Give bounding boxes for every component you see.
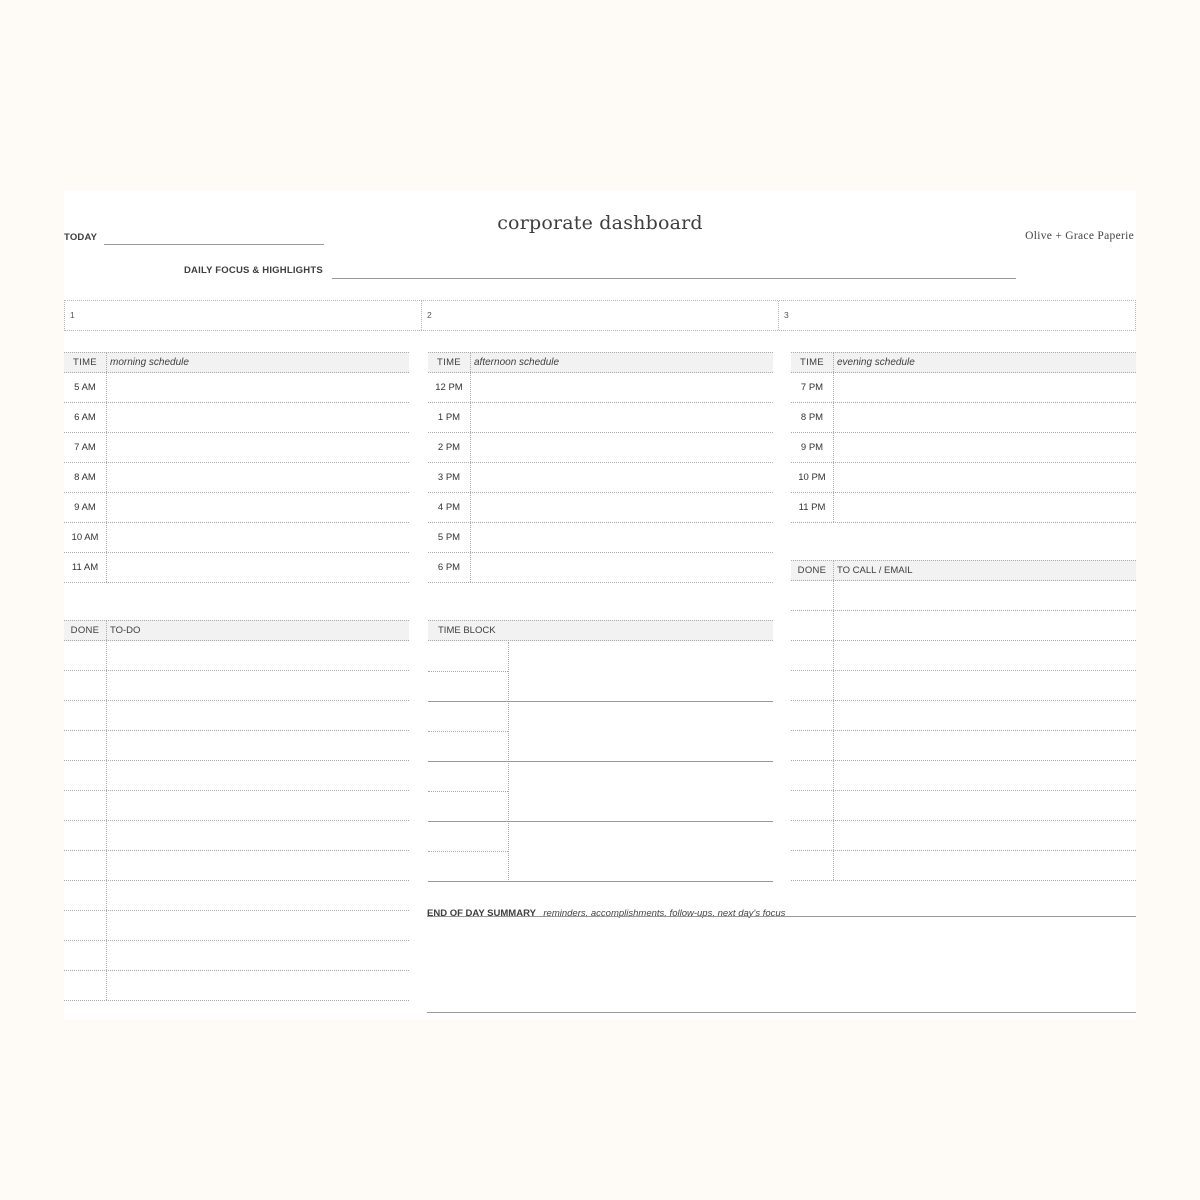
to-call-row[interactable]: [791, 611, 1136, 641]
focus-boxes: [64, 300, 1136, 331]
afternoon-row[interactable]: 6 PM: [428, 553, 773, 583]
time-block-slot[interactable]: [428, 821, 773, 822]
daily-focus-field[interactable]: [332, 278, 1016, 279]
morning-row[interactable]: 11 AM: [64, 553, 409, 583]
todo-row[interactable]: [64, 941, 409, 971]
afternoon-row[interactable]: 4 PM: [428, 493, 773, 523]
todo-row[interactable]: [64, 821, 409, 851]
focus-box-3[interactable]: 3: [784, 310, 789, 320]
evening-row[interactable]: 10 PM: [791, 463, 1136, 493]
to-call-table: [791, 560, 1136, 881]
todo-header: DONE TO-DO: [64, 620, 409, 641]
morning-schedule-table: [64, 352, 409, 583]
brand-name: Olive + Grace Paperie: [1025, 230, 1134, 242]
morning-row[interactable]: 7 AM: [64, 433, 409, 463]
to-call-row[interactable]: [791, 641, 1136, 671]
evening-header: TIME evening schedule: [791, 352, 1136, 373]
evening-schedule-table: [791, 352, 1136, 523]
todo-row[interactable]: [64, 701, 409, 731]
time-block-slot[interactable]: [428, 701, 773, 702]
end-of-day-top-line: [427, 916, 1136, 917]
morning-header: TIME morning schedule: [64, 352, 409, 373]
time-block-table: [428, 620, 773, 882]
to-call-row[interactable]: [791, 821, 1136, 851]
morning-row[interactable]: 5 AM: [64, 373, 409, 403]
afternoon-row[interactable]: 2 PM: [428, 433, 773, 463]
time-block-slot[interactable]: [428, 761, 773, 762]
afternoon-row[interactable]: 12 PM: [428, 373, 773, 403]
todo-row[interactable]: [64, 791, 409, 821]
today-label: TODAY: [64, 232, 98, 243]
morning-row[interactable]: 9 AM: [64, 493, 409, 523]
afternoon-row[interactable]: 5 PM: [428, 523, 773, 553]
evening-row[interactable]: 8 PM: [791, 403, 1136, 433]
todo-row[interactable]: [64, 731, 409, 761]
to-call-row[interactable]: [791, 671, 1136, 701]
todo-row[interactable]: [64, 671, 409, 701]
focus-box-2[interactable]: 2: [422, 301, 779, 330]
todo-table: [64, 620, 409, 1001]
to-call-row[interactable]: [791, 791, 1136, 821]
evening-row[interactable]: 9 PM: [791, 433, 1136, 463]
todo-row[interactable]: [64, 881, 409, 911]
todo-row[interactable]: [64, 971, 409, 1001]
afternoon-header: TIME afternoon schedule: [428, 352, 773, 373]
evening-row[interactable]: 11 PM: [791, 493, 1136, 523]
end-of-day-heading: END OF DAY SUMMARY reminders, accomplishments, follow-ups, next day's focus: [427, 908, 786, 919]
afternoon-row[interactable]: 3 PM: [428, 463, 773, 493]
todo-row[interactable]: [64, 911, 409, 941]
time-block-header: TIME BLOCK: [428, 620, 773, 641]
to-call-row[interactable]: [791, 701, 1136, 731]
todo-row[interactable]: [64, 641, 409, 671]
end-of-day-summary-field[interactable]: [427, 1012, 1136, 1013]
to-call-row[interactable]: [791, 581, 1136, 611]
to-call-row[interactable]: [791, 731, 1136, 761]
evening-row[interactable]: 7 PM: [791, 373, 1136, 403]
time-block-slot[interactable]: [428, 881, 773, 882]
to-call-row[interactable]: [791, 761, 1136, 791]
morning-row[interactable]: 6 AM: [64, 403, 409, 433]
morning-row[interactable]: 8 AM: [64, 463, 409, 493]
to-call-row[interactable]: [791, 851, 1136, 881]
afternoon-row[interactable]: 1 PM: [428, 403, 773, 433]
to-call-header: DONE TO CALL / EMAIL: [791, 560, 1136, 581]
planner-sheet: [64, 190, 1136, 1020]
morning-row[interactable]: 10 AM: [64, 523, 409, 553]
page-title: corporate dashboard: [497, 212, 703, 234]
focus-box-1[interactable]: 1: [65, 301, 422, 330]
todo-row[interactable]: [64, 761, 409, 791]
today-field[interactable]: [104, 244, 324, 245]
afternoon-schedule-table: [428, 352, 773, 583]
daily-focus-label: DAILY FOCUS & HIGHLIGHTS: [184, 265, 323, 276]
todo-row[interactable]: [64, 851, 409, 881]
